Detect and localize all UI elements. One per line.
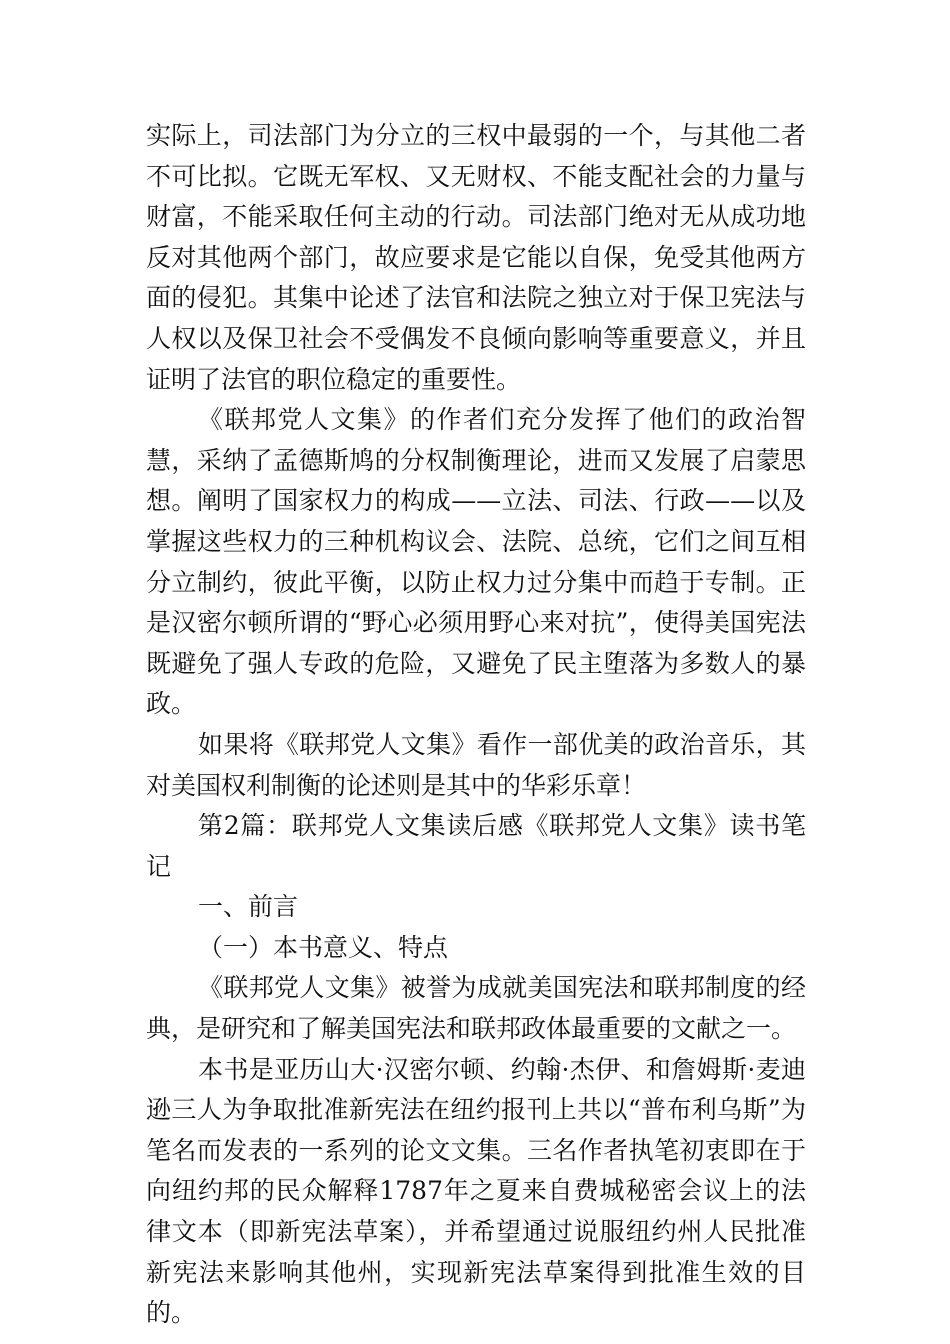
paragraph-2: 《联邦党人文集》的作者们充分发挥了他们的政治智慧，采纳了孟德斯鸠的分权制衡理论，进而又发展了启蒙思想。阐明了国家权力的构成——立法、司法、行政——以及掌握这些权力的三种机构议会、法院、总统，它们之间互相分立制约，彼此平衡，以防止权力过分集中而趋于专制。正是汉密尔顿所谓的“野心必须用野心来对抗”，使得美国宪法既避免了强人专政的危险，又避免了民主堕落为多数人的暴政。 (146, 405, 806, 719)
paragraph-3: 如果将《联邦党人文集》看作一部优美的政治音乐，其对美国权利制衡的论述则是其中的华彩乐章！ (146, 729, 806, 800)
paragraph-4: 《联邦党人文集》被誉为成就美国宪法和联邦制度的经典，是研究和了解美国宪法和联邦政体最重要的文献之一。 (146, 973, 806, 1044)
section-heading-chapter-2: 第2篇：联邦党人文集读后感《联邦党人文集》读书笔记 (146, 811, 806, 881)
section-heading-preface: 一、前言 (198, 892, 299, 922)
document-body (146, 116, 806, 1334)
paragraph-5: 本书是亚历山大·汉密尔顿、约翰·杰伊、和詹姆斯·麦迪逊三人为争取批准新宪法在纽约报刊上共以“普布利乌斯”为笔名而发表的一系列的论文文集。三名作者执笔初衷即在于向纽约邦的民众解释1787年之夏来自费城秘密会议上的法律文本（即新宪法草案），并希望通过说服纽约州人民批准新宪法来影响其他州，实现新宪法草案得到批准生效的目的。 (146, 1054, 806, 1328)
paragraph-1: 实际上，司法部门为分立的三权中最弱的一个，与其他二者不可比拟。它既无军权、又无财权、不能支配社会的力量与财富，不能采取任何主动的行动。司法部门绝对无从成功地反对其他两个部门，故应要求是它能以自保，免受其他两方面的侵犯。其集中论述了法官和法院之独立对于保卫宪法与人权以及保卫社会不受偶发不良倾向影响等重要意义，并且证明了法官的职位稳定的重要性。 (146, 121, 806, 394)
subsection-heading-significance: （一）本书意义、特点 (198, 932, 449, 962)
